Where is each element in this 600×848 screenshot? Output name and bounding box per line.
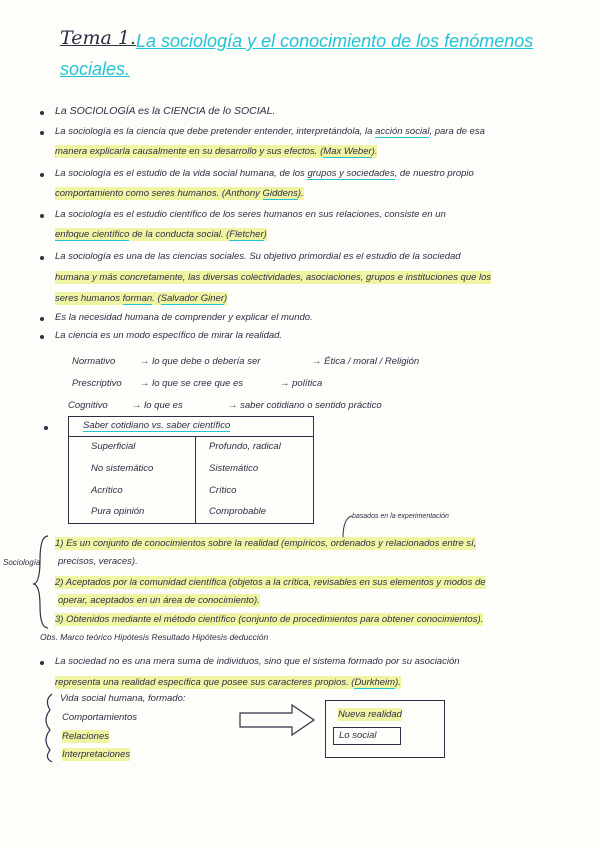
author-name: Max Weber [323,146,372,157]
underlined-term: acción social [375,126,430,137]
table-cell: Comprobable [209,506,267,517]
saber-cognitivo-example: → saber cotidiano o sentido práctico [228,400,382,411]
durkheim-line-1: La sociedad no es una mera suma de individuos, sino que el sistema formado por su asociación [55,656,460,667]
definition-5-line-1: La sociología es una de las ciencias sociales. Su objetivo primordial es el estudio de la sociedad [55,251,461,262]
page-title: La sociología y el conocimiento de los fenómenos [136,31,534,51]
author-name: Salvador Giner [160,293,224,304]
result-title: Nueva realidad [338,709,402,720]
text: , de nuestro propio [394,168,474,179]
diagram-source-item: Interpretaciones [62,749,131,760]
text: ) [263,229,267,240]
saber-prescriptivo-label: Prescriptivo [72,378,122,389]
text: manera explicarla causalmente en su desarrollo y sus efectos. ( [55,146,324,157]
saber-cognitivo-label: Cognitivo [68,400,108,411]
table-cell: Sistemático [209,463,259,474]
text: , para de esa [429,126,485,137]
science-item-3: 3) Obtenidos mediante el método científico (conjunto de procedimientos para obtener conocimientos). [55,614,484,625]
science-item-2-line-1: 2) Aceptados por la comunidad científica (objetos a la crítica, revisables en sus elementos y modos de [55,577,486,588]
underlined-term: grupos y sociedades [307,168,395,179]
definition-1: La SOCIOLOGÍA es la CIENCIA de lo SOCIAL. [55,105,276,117]
diagram-source-item: Relaciones [62,731,109,742]
topic-number: Tema 1. [60,27,136,49]
definition-6: Es la necesidad humana de comprender y explicar el mundo. [55,312,313,323]
text: La sociología es la ciencia que debe pretender entender, interpretándola, la [55,126,376,137]
saber-normativo-label: Normativo [72,356,116,367]
definition-4-line-1: La sociología es el estudio científico de los seres humanos en sus relaciones, consiste en un [55,209,446,220]
text: comportamiento como seres humanos. (Anthony [55,188,263,199]
author-name: Fletcher [229,229,264,240]
saber-prescriptivo-meaning: → lo que se cree que es [140,378,243,389]
table-cell: No sistemático [91,463,154,474]
diagram-source-title: Vida social humana, formado: [60,693,186,704]
annotation-note: basados en la experimentación [352,513,449,520]
science-item-2-line-2: operar, aceptados en un área de conocimiento). [58,595,260,606]
saber-prescriptivo-example: → política [280,378,323,389]
text: . ( [152,293,161,304]
text: ). [297,188,304,199]
author-name: Durkheim [354,677,396,688]
observation-note: Obs. Marco teórico Hipótesis Resultado Hipótesis deducción [40,632,269,642]
science-item-1-line-1: 1) Es un conjunto de conocimientos sobre la realidad (empíricos, ordenados y relacionados entre sí, [55,538,477,549]
table-header-text: Saber cotidiano vs. saber científico [83,420,231,431]
text: representa una realidad específica que posee sus caracteres propios. ( [55,677,355,688]
table-cell: Crítico [209,485,237,496]
text: ) [224,293,228,304]
author-name: Giddens [262,188,298,199]
bullet-icon [40,661,44,665]
science-item-1-line-2: precisos, veraces). [58,556,138,567]
text: seres humanos [55,293,123,304]
definition-7: La ciencia es un modo específico de mirar la realidad. [55,330,283,341]
result-label: Lo social [339,730,377,741]
saber-cognitivo-meaning: → lo que es [132,400,183,411]
diagram-source-item: Comportamientos [62,712,137,723]
saber-normativo-meaning: → lo que debe o debería ser [140,356,261,367]
definition-5-line-2: humana y más concretamente, las diversas colectividades, asociaciones, grupos e instituciones que los [55,272,492,283]
arrow-right-icon [240,705,314,735]
text: ). [395,677,401,688]
underlined-term: enfoque científico [55,229,130,240]
table-cell: Pura opinión [91,506,145,517]
table-cell: Profundo, radical [209,441,281,452]
text: ). [371,146,378,157]
annotation-arrow-icon [343,516,352,538]
page-title-continued: sociales. [60,59,131,79]
margin-label: Sociología [3,558,41,567]
text: La sociología es el estudio de la vida social humana, de los [55,168,308,179]
underlined-term: forman [122,293,153,304]
left-brace-icon [34,536,48,628]
text: de la conducta social. ( [129,229,230,240]
durkheim-line-2 [55,676,401,689]
saber-normativo-example: → Ética / moral / Religión [312,356,420,367]
diagram-brace-icon [46,694,52,762]
table-cell: Acrítico [91,485,123,496]
table-cell: Superficial [91,441,136,452]
